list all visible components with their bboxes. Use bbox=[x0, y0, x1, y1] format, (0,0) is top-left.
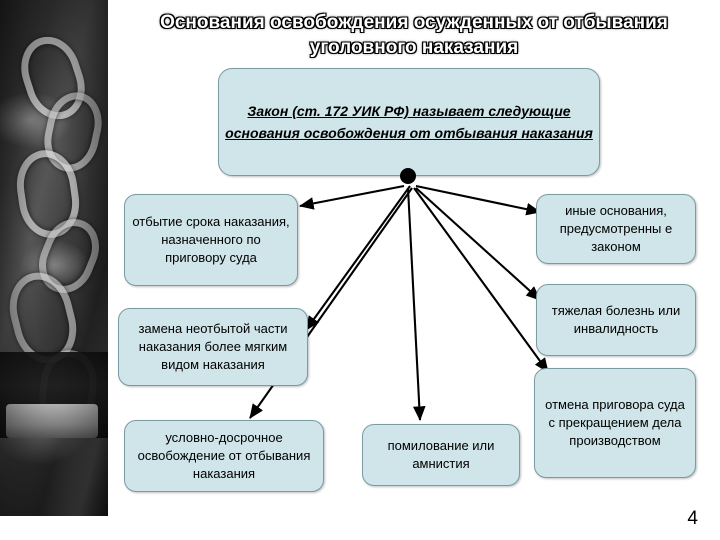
photo-vignette bbox=[0, 0, 108, 516]
diagram-node-parole: условно-досрочное освобождение от отбывания наказания bbox=[124, 420, 324, 492]
page-title: Основания освобождения осужденных от отбывания уголовного наказания bbox=[160, 12, 668, 58]
diagram-node-pardon: помилование или амнистия bbox=[362, 424, 520, 486]
diagram-node-cancel: отмена приговора суда с прекращением дела производством bbox=[534, 368, 696, 478]
diagram-node-replace: замена неотбытой части наказания более мягким видом наказания bbox=[118, 308, 308, 386]
diagram-node-term: отбытие срока наказания, назначенного по приговору суда bbox=[124, 194, 298, 286]
diagram-node-other: иные основания, предусмотренны е законом bbox=[536, 194, 696, 264]
hub-point bbox=[400, 168, 416, 184]
chain-photo bbox=[0, 0, 108, 516]
diagram-node-illness: тяжелая болезнь или инвалидность bbox=[536, 284, 696, 356]
page-number: 4 bbox=[687, 508, 698, 529]
diagram-header-node: Закон (ст. 172 УИК РФ) называет следующие основания освобождения от отбывания наказания bbox=[218, 68, 600, 176]
